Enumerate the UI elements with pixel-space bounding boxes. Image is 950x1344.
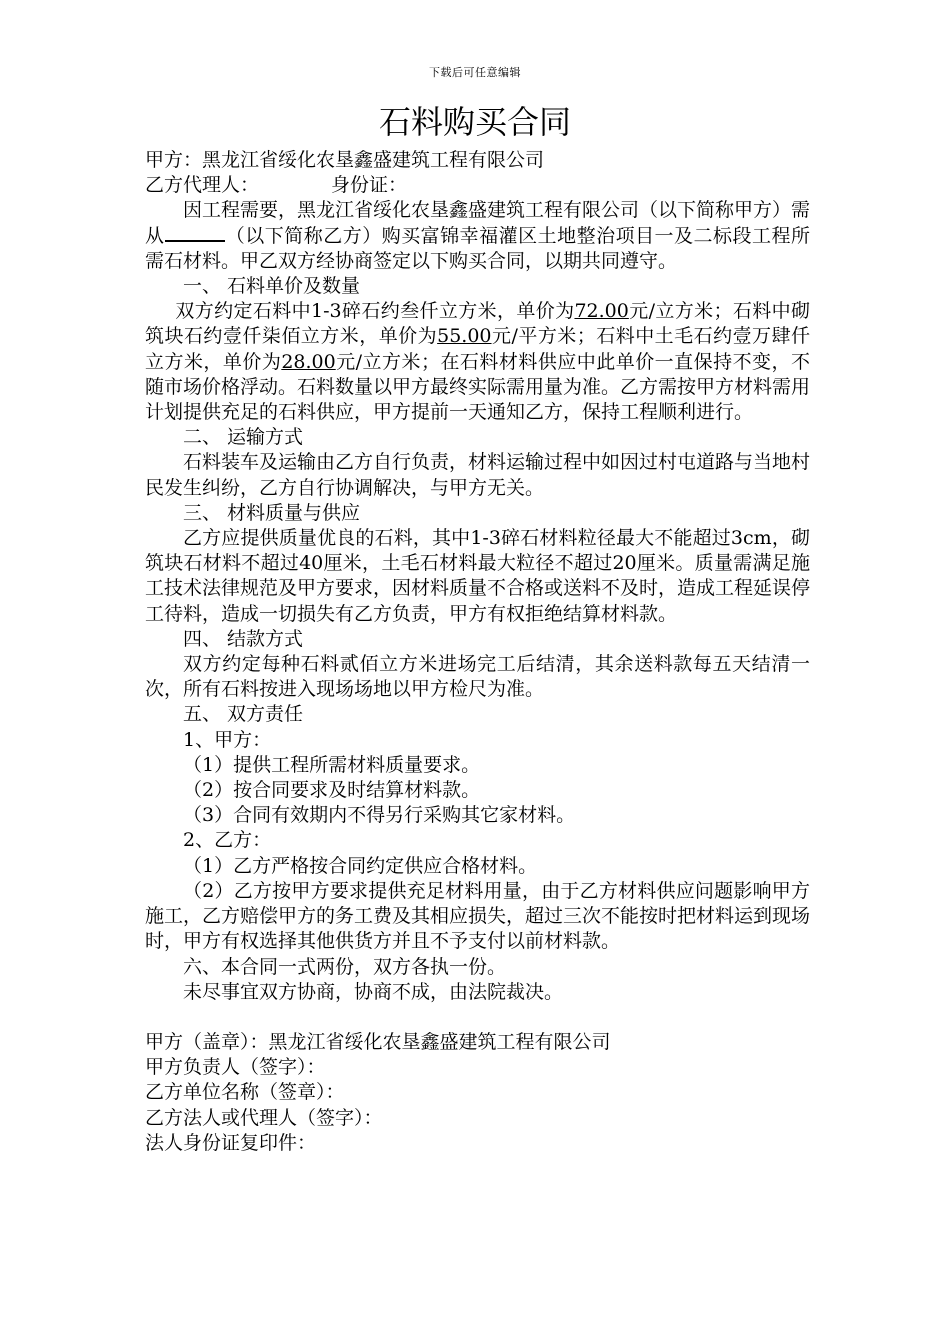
party-b-unit-line: 乙方单位名称（签章）：	[145, 1081, 345, 1104]
section-4-heading: 四、 结款方式	[183, 627, 304, 650]
party-a-seal-line: 甲方（盖章）：黑龙江省绥化农垦鑫盛建筑工程有限公司	[145, 1030, 611, 1053]
section-2-text: 石料装车及运输由乙方自行负责，材料运输过程中如因过村屯道路与当地村民发生纠纷，乙方自行协调解决，与甲方无关。	[145, 451, 811, 499]
party-b-id-label: 身份证：	[331, 174, 408, 197]
party-b-rep-line: 乙方法人或代理人（签字）：	[145, 1106, 383, 1129]
party-b-agent-label: 乙方代理人：	[145, 174, 260, 197]
document-title: 石料购买合同	[378, 103, 571, 141]
spacer	[145, 1005, 810, 1030]
party-a-duties-label: 1、甲方：	[183, 728, 272, 751]
party-a-duty-3: （3）合同有效期内不得另行采购其它家材料。	[183, 804, 576, 827]
section-6-text: 六、本合同一式两份，双方各执一份。	[183, 955, 507, 978]
party-b-duty-2: （2）乙方按甲方要求提供充足材料用量，由于乙方材料供应问题影响甲方施工，乙方赔偿甲方的务工费及其相应损失，超过三次不能按时把材料运到现场时，甲方有权选择其他供货方并且不予支付以前材料款。	[145, 879, 811, 953]
price-rubble-stone: 28.00	[281, 350, 336, 373]
supplier-blank	[165, 240, 226, 242]
party-b-duty-1: （1）乙方严格按合同约定供应合格材料。	[183, 854, 538, 877]
section-1-heading: 一、 石料单价及数量	[183, 275, 361, 298]
section-7-text: 未尽事宜双方协商，协商不成，由法院裁决。	[183, 980, 564, 1003]
section-5-heading: 五、 双方责任	[183, 703, 304, 726]
party-a-line: 甲方：黑龙江省绥化农垦鑫盛建筑工程有限公司	[145, 149, 545, 171]
contract-body	[145, 148, 810, 1156]
section-3-heading: 三、 材料质量与供应	[183, 501, 361, 524]
section-4-text: 双方约定每种石料贰佰立方米进场完工后结清，其余送料款每五天结清一次，所有石料按进入现场场地以甲方检尺为准。	[145, 653, 810, 701]
party-b-duties-label: 2、乙方：	[183, 829, 272, 852]
party-b-line	[145, 173, 810, 198]
section-3-text: 乙方应提供质量优良的石料，其中1-3碎石材料粒径最大不能超过3cm，砌筑块石材料不超过40厘米，土毛石材料最大粒径不超过20厘米。质量需满足施工技术法律规范及甲方要求，因材料质量不合格或送料不及时，造成工程延误停工待料，造成一切损失有乙方负责，甲方有权拒绝结算材料款。	[145, 527, 811, 625]
section-2-heading: 二、 运输方式	[183, 426, 304, 449]
party-b-id-copy-line: 法人身份证复印件：	[145, 1131, 317, 1154]
party-a-duty-2: （2）按合同要求及时结算材料款。	[183, 779, 481, 802]
price-crushed-stone: 72.00	[574, 300, 629, 323]
section-1-text: 双方约定石料中1-3碎石约叁仟立方米，单价为72.00元/立方米；石料中砌筑块石约壹仟柒佰立方米，单价为55.00元/平方米；石料中土毛石约壹万肆仟立方米，单价为28.00元/立方米；在石料材料供应中此单价一直保持不变，不随市场价格浮动。石料数量以甲方最终实际需用量为准。乙方需按甲方材料需用计划提供充足的石料供应，甲方提前一天通知乙方，保持工程顺利进行。	[145, 300, 811, 424]
intro-paragraph: 因工程需要，黑龙江省绥化农垦鑫盛建筑工程有限公司（以下简称甲方）需从 （以下简称乙方）购买富锦幸福灌区土地整治项目一及二标段工程所需石材料。甲乙双方经协商签定以下购买合同，以期共同遵守。	[145, 199, 811, 272]
party-a-duty-1: （1）提供工程所需材料质量要求。	[183, 753, 481, 776]
price-block-stone: 55.00	[437, 325, 492, 348]
page-header: 下载后可任意编辑	[429, 66, 521, 79]
party-a-rep-line: 甲方负责人（签字）：	[145, 1056, 326, 1079]
